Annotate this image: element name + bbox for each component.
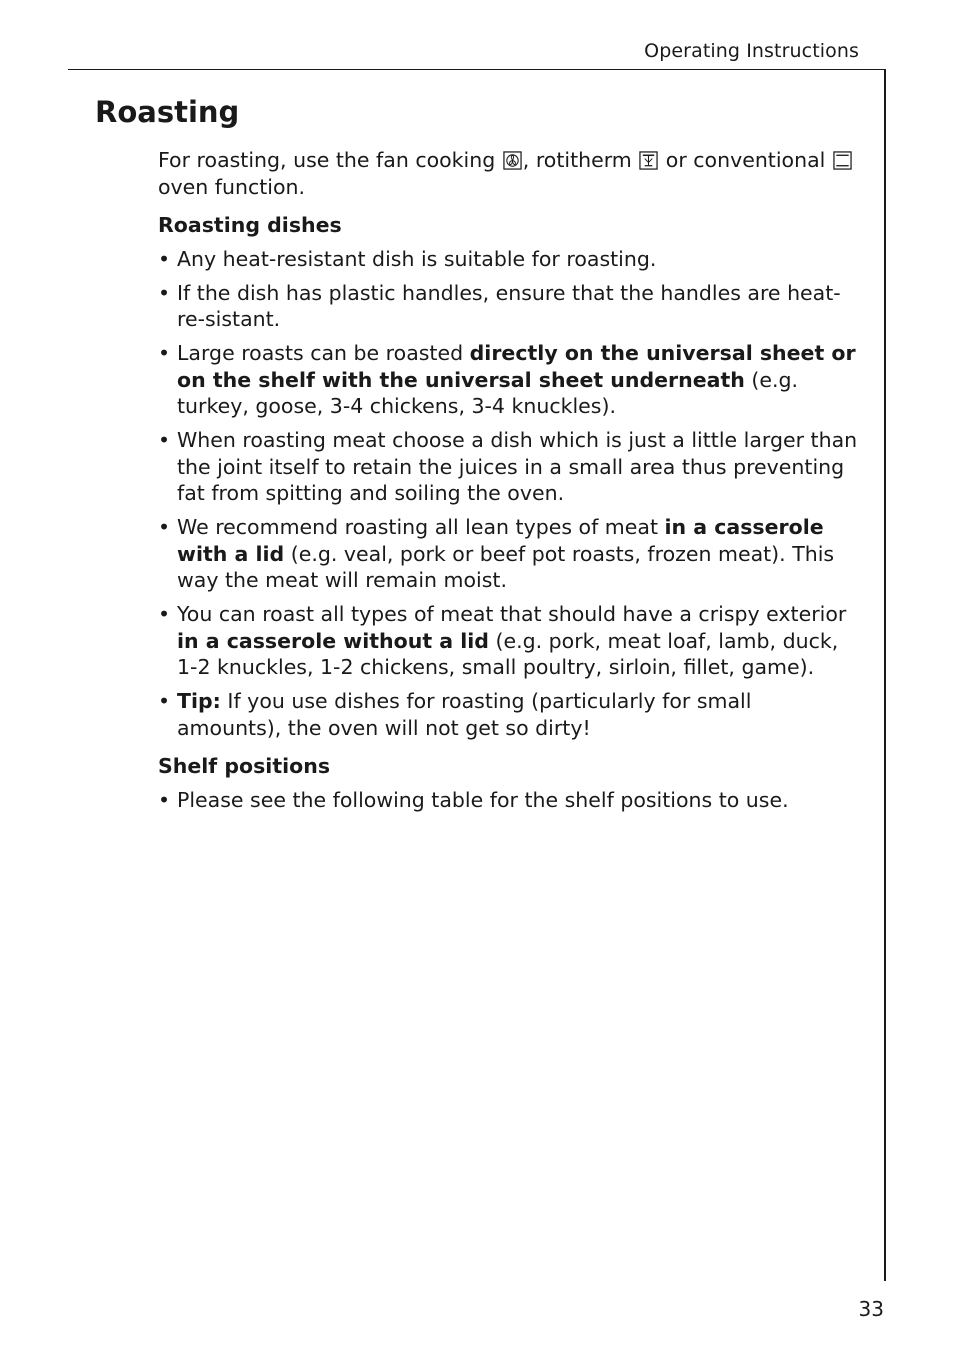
intro-text-1: For roasting, use the fan cooking <box>158 148 502 172</box>
list-item-text: You can roast all types of meat that should have a crispy exterior <box>177 602 847 626</box>
list-item <box>158 787 858 814</box>
page-number: 33 <box>858 1297 884 1321</box>
intro-paragraph <box>158 147 858 200</box>
list-item <box>158 340 858 420</box>
list-item-text: If you use dishes for roasting (particularly for small amounts), the oven will not get so dirty! <box>177 689 752 740</box>
list-item-text: (e.g. turkey, goose, 3-4 chickens, 3-4 knuckles). <box>177 367 799 418</box>
intro-text-2: , rotitherm <box>522 148 639 172</box>
list-item-text: We recommend roasting all lean types of meat <box>177 515 665 539</box>
list-item-text: (e.g. pork, meat loaf, lamb, duck, 1-2 knuckles, 1-2 chickens, small poultry, sirloin, fillet, game). <box>177 628 839 679</box>
list-item <box>158 601 858 681</box>
roasting-dishes-heading: Roasting dishes <box>158 213 342 237</box>
main-content <box>158 147 858 825</box>
header-rule <box>68 69 886 70</box>
list-item-emphasis: in a casserole without a lid <box>177 628 489 653</box>
intro-text-4: oven function. <box>158 174 306 199</box>
fan-cooking-icon <box>503 151 522 170</box>
tip-label: Tip: <box>177 689 221 713</box>
intro-text-3: or conventional <box>659 148 832 172</box>
list-item-text: Large roasts can be roasted <box>177 341 470 365</box>
shelf-positions-heading: Shelf positions <box>158 754 331 778</box>
list-item-tip <box>158 688 858 741</box>
shelf-positions-list <box>158 787 858 814</box>
rotitherm-icon <box>639 151 658 170</box>
list-item <box>158 280 858 333</box>
list-item-text: Please see the following table for the shelf positions to use. <box>177 787 789 812</box>
conventional-icon <box>833 151 852 170</box>
list-item <box>158 246 858 273</box>
running-header: Operating Instructions <box>644 40 859 62</box>
list-item-text: (e.g. veal, pork or beef pot roasts, frozen meat). This way the meat will remain moist. <box>177 541 835 592</box>
page-title: Roasting <box>95 95 240 129</box>
list-item <box>158 514 858 594</box>
list-item-text: Any heat-resistant dish is suitable for roasting. <box>177 246 657 271</box>
list-item <box>158 427 858 507</box>
list-item-emphasis: in a casserole with a lid <box>177 515 824 566</box>
list-item-emphasis: directly on the universal sheet or on the shelf with the universal sheet underneath <box>177 341 856 392</box>
roasting-dishes-list <box>158 246 858 742</box>
page-edge-rule <box>884 69 886 1281</box>
list-item-text: When roasting meat choose a dish which is just a little larger than the joint itself to retain the juices in a small area thus preventing fat from spitting and soiling the oven. <box>177 428 858 505</box>
list-item-text: If the dish has plastic handles, ensure that the handles are heat-re-sistant. <box>177 280 841 331</box>
